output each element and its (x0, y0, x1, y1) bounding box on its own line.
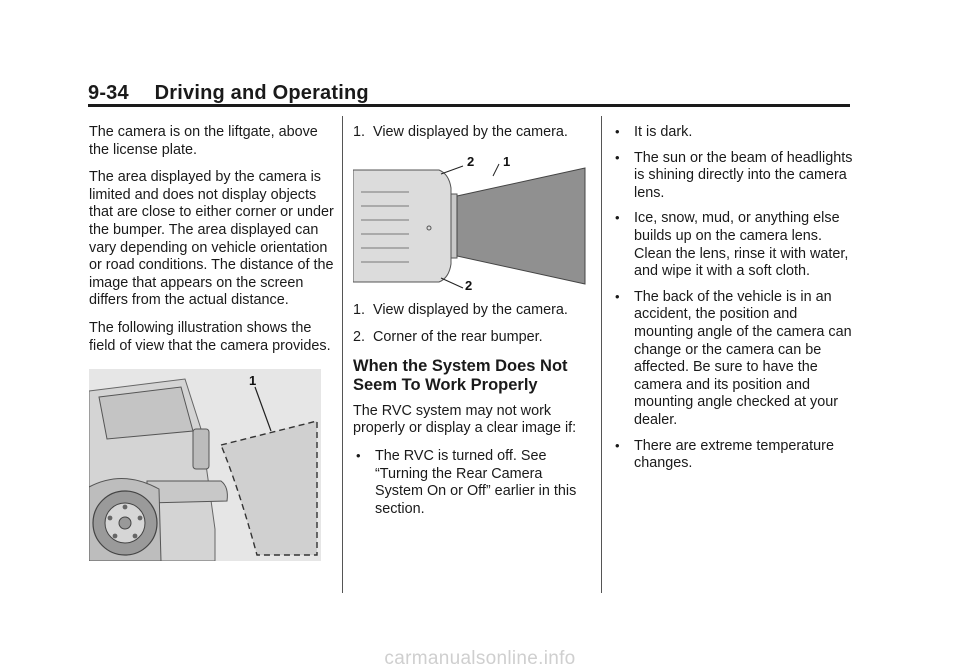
section-title: Driving and Operating (154, 82, 369, 104)
caption-1: 1. View displayed by the camera. (353, 301, 568, 318)
page-header (88, 82, 369, 105)
bullet-item: • It is dark. (612, 124, 857, 142)
column-2 (353, 124, 589, 526)
paragraph-display-limits: The area displayed by the camera is limited and does not display objects that are close to either corner or under the bumper. The area displayed can vary depending on vehicle orientation or road conditions. The distance of the image that appears on the screen differs from the actual distance. (89, 169, 334, 309)
bullet-item: • The sun or the beam of headlights is shining directly into the camera lens. (612, 150, 857, 203)
diagram-label-2-bottom: 2 (465, 277, 473, 292)
header-rule (88, 104, 850, 107)
bullet-item: • Ice, snow, mud, or anything else builds up on the camera lens. Clean the lens, rinse it with water, and wipe it with a soft cloth. (612, 210, 857, 280)
diagram-label-1: 1 (503, 153, 511, 169)
bullet-item: • The back of the vehicle is in an accident, the position and mounting angle of the camera can change or the camera can be affected. Be sure to have the camera and its position and mounting angle checked at your dealer. (612, 289, 857, 430)
paragraph-illustration-intro: The following illustration shows the field of view that the camera provides. (89, 319, 331, 354)
paragraph-troubleshoot-intro: The RVC system may not work properly or display a clear image if: (353, 402, 577, 437)
caption-top: 1. View displayed by the camera. (353, 124, 568, 140)
column-3 (612, 124, 857, 481)
caption-2: 2. Corner of the rear bumper. (353, 329, 543, 346)
column-1 (89, 124, 337, 561)
bullet-item: • There are extreme temperature changes. (612, 438, 857, 473)
diagram-label-2-top: 2 (467, 153, 475, 169)
vehicle-field-of-view-illustration (89, 369, 321, 561)
top-view-camera-diagram (353, 152, 589, 292)
bullet-list-col3 (612, 124, 857, 473)
page-number: 9-34 (88, 82, 129, 104)
bullet-item: • The RVC is turned off. See “Turning the Rear Camera System On or Off” earlier in this section. (353, 448, 589, 518)
paragraph-camera-location: The camera is on the liftgate, above the license plate. (89, 124, 318, 158)
watermark: carmanualsonline.info (384, 648, 576, 669)
illustration-label-1: 1 (249, 373, 257, 389)
bullet-list-col2 (353, 448, 589, 518)
column-divider-1 (342, 116, 343, 593)
column-divider-2 (601, 116, 602, 593)
section-heading: When the System Does Not Seem To Work Properly (353, 356, 568, 394)
